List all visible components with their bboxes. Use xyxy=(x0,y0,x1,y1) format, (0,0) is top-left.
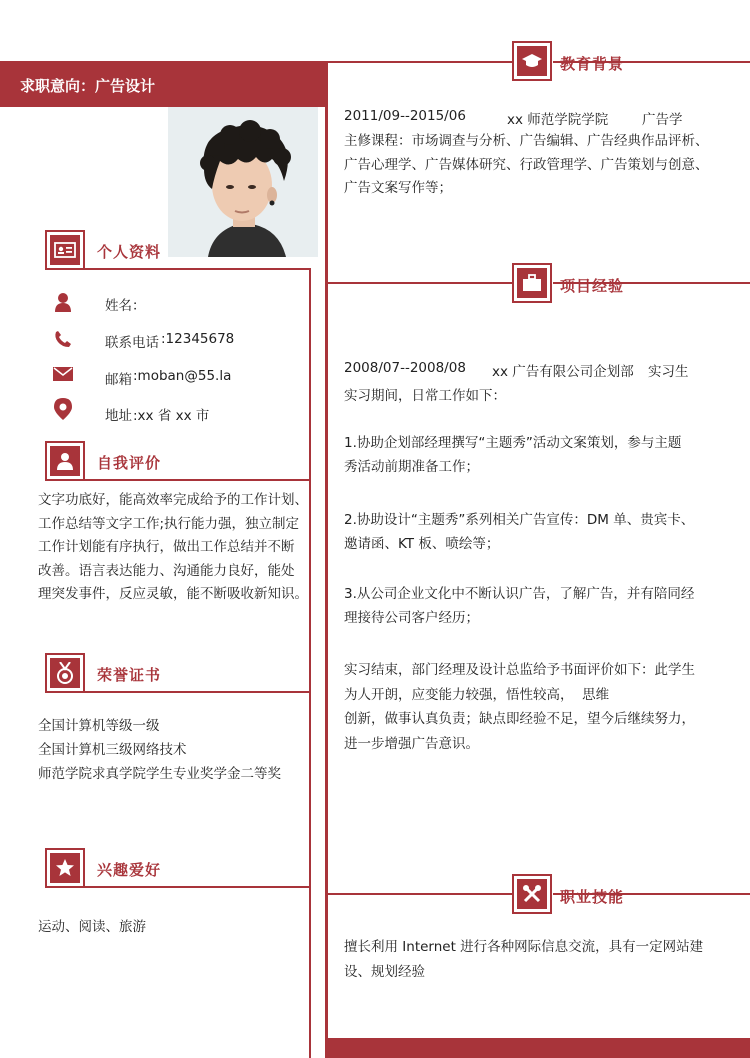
photo xyxy=(168,107,318,257)
skills-section-title: 职业技能 xyxy=(560,888,625,906)
person-icon xyxy=(52,291,74,313)
text-line: 文字功底好，能高效率完成给予的工作计划、 xyxy=(38,492,308,508)
text-line: 广告文案写作等； xyxy=(344,180,452,196)
text-line: 擅长利用 Internet 进行各种网际信息交流，具有一定网站建 xyxy=(344,939,704,955)
text-line: 实习结束，部门经理及设计总监给予书面评价如下：此学生 xyxy=(344,662,695,678)
divider xyxy=(327,61,513,63)
text-line: 为人开朗，应变能力较强，悟性较高， 思维 xyxy=(344,686,610,703)
text-line: 理接待公司客户经历； xyxy=(344,609,479,626)
projects-section-title: 项目经验 xyxy=(560,277,625,295)
honors-section-icon xyxy=(45,653,85,693)
honors-section-title: 荣誉证书 xyxy=(97,666,162,684)
projects-section-icon xyxy=(512,263,552,303)
section-line xyxy=(327,893,513,895)
section-underline xyxy=(85,268,311,270)
name-label: 姓名： xyxy=(105,298,146,314)
address-value: :xx 省 xx 市 xyxy=(133,408,210,424)
hobbies-text: 运动、阅读、旅游 xyxy=(38,919,146,935)
personal-section-icon xyxy=(45,230,85,270)
text-line: 2.协助设计“主题秀”系列相关广告宣传：DM 单、贵宾卡、 xyxy=(344,512,695,528)
job-objective: 求职意向：广告设计 xyxy=(20,77,156,95)
project-item-1 xyxy=(344,432,739,479)
text-line: 创新，做事认真负责；缺点即经验不足，望今后继续努力， xyxy=(344,711,695,727)
text-line: 3.从公司企业文化中不断认识广告，了解广告，并有陪同经 xyxy=(344,586,695,602)
user-icon xyxy=(56,452,74,470)
phone-label: 联系电话 xyxy=(105,335,159,351)
graduation-cap-icon xyxy=(521,53,543,69)
honors-list xyxy=(38,714,308,786)
project-item-3 xyxy=(344,583,739,630)
address-label: 地址 xyxy=(105,408,132,424)
honor-item: 全国计算机等级一级 xyxy=(38,718,160,734)
text-line: 广告心理学、广告媒体研究、行政管理学、广告策划与创意、 xyxy=(344,156,709,173)
text-line: 工作计划能有序执行，做出工作总结并不断 xyxy=(38,539,295,555)
text-line: 工作总结等文字工作;执行能力强，独立制定 xyxy=(38,515,300,532)
text-line: 秀活动前期准备工作； xyxy=(344,458,479,475)
text-line: 理突发事件，反应灵敏，能不断吸收新知识。 xyxy=(38,586,308,602)
footer-band xyxy=(325,1038,750,1058)
hobbies-section-title: 兴趣爱好 xyxy=(97,861,162,879)
education-section-icon xyxy=(512,41,552,81)
honor-item: 师范学院求真学院学生专业奖学金二等奖 xyxy=(38,766,281,782)
honor-item: 全国计算机三级网络技术 xyxy=(38,742,187,758)
project-period: 2008/07--2008/08 xyxy=(344,360,466,376)
text-line: 1.协助企划部经理撰写“主题秀”活动文案策划，参与主题 xyxy=(344,435,682,451)
id-card-icon xyxy=(54,242,76,258)
edu-period: 2011/09--2015/06 xyxy=(344,108,466,124)
skills-section-icon xyxy=(512,874,552,914)
text-line: 邀请函、KT 板、喷绘等； xyxy=(344,535,500,552)
project-item-2 xyxy=(344,509,739,556)
location-icon xyxy=(52,398,74,420)
hobbies-section-icon xyxy=(45,848,85,888)
self-eval-section-title: 自我评价 xyxy=(97,454,162,472)
education-section-title: 教育背景 xyxy=(560,55,625,73)
personal-section-title: 个人资料 xyxy=(97,243,162,261)
project-intro: 实习期间，日常工作如下： xyxy=(344,388,506,404)
self-eval-text xyxy=(38,489,308,607)
email-label: 邮箱 xyxy=(105,372,132,388)
section-line xyxy=(327,282,513,284)
tools-icon xyxy=(522,884,542,904)
self-eval-section-icon xyxy=(45,441,85,481)
text-line: 主修课程：市场调查与分析、广告编辑、广告经典作品评析、 xyxy=(344,133,709,149)
phone-icon xyxy=(52,328,74,350)
skills-text xyxy=(344,935,739,985)
text-line: 改善。语言表达能力、沟通能力良好，能处 xyxy=(38,562,295,579)
text-line: 设、规划经验 xyxy=(344,964,425,980)
text-line: 进一步增强广告意识。 xyxy=(344,735,479,752)
project-summary xyxy=(344,658,739,756)
section-underline xyxy=(85,886,311,888)
edu-school: xx 师范学院学院 xyxy=(507,112,609,128)
section-underline xyxy=(85,479,311,481)
phone-value: :12345678 xyxy=(161,331,235,347)
avatar xyxy=(168,107,318,257)
email-value: :moban@55.la xyxy=(133,368,232,384)
medal-icon xyxy=(56,662,74,684)
star-icon xyxy=(55,858,75,878)
edu-major: 广告学 xyxy=(642,112,683,128)
project-role: 实习生 xyxy=(648,364,689,380)
section-underline xyxy=(85,691,311,693)
mail-icon xyxy=(52,363,74,385)
briefcase-icon xyxy=(522,274,542,292)
project-company: xx 广告有限公司企划部 xyxy=(492,364,634,380)
vertical-divider xyxy=(325,61,328,1058)
vertical-divider xyxy=(309,270,311,1058)
edu-courses xyxy=(344,130,739,201)
